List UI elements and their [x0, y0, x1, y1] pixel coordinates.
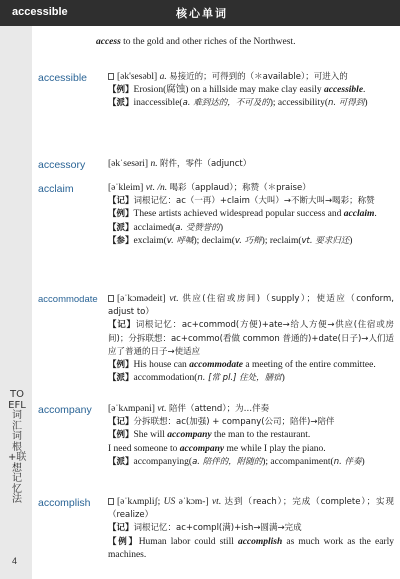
- definition-line: [108, 403, 394, 416]
- page-header: [0, 0, 400, 26]
- derivative-line: [108, 222, 394, 235]
- checkbox-square-icon: [108, 295, 114, 302]
- derivative-end: ): [281, 373, 285, 384]
- definition-line: [108, 158, 394, 171]
- definition-line: [108, 71, 394, 84]
- example-end: a meeting of the entire committee.: [243, 360, 376, 371]
- reference-text: ); reclaim(: [261, 235, 302, 246]
- example-tag: 【例】: [108, 430, 134, 441]
- phonetic: [əkˈsesəri]: [108, 159, 151, 169]
- continued-example: [34, 36, 396, 49]
- example-tag: 【例】: [108, 209, 134, 220]
- example-keyword: accommodate: [189, 360, 244, 371]
- entry-accessory: [34, 158, 396, 171]
- example-end: .: [363, 85, 366, 96]
- memory-text: 词根记忆：ac+compl(满)+ish→圆满→完成: [133, 523, 302, 534]
- reference-text: exclaim(: [133, 235, 167, 246]
- memory-text: 词根记忆：ac+commod(方便)+ate→给人方便→供应(住宿或房间)；分拆联想：ac+commo(看做 common 普通的)+date(日子)→人们适应了普通的日子→使适应: [108, 320, 394, 357]
- part-of-speech: vt.: [211, 497, 225, 507]
- phonetic: [ək'sesəbl]: [117, 72, 160, 82]
- memory-tag: 【记】: [108, 196, 134, 207]
- derivative-gloss: n. [常 pl.] 住处，膳宿: [197, 373, 282, 384]
- definition-zh: 陪伴（attend）；为…伴奏: [168, 404, 270, 414]
- memory-text: 词根记忆：ac（一再）+claim（大叫）→不断大叫→喝彩；称赞: [133, 196, 375, 207]
- derivative-line: [108, 456, 394, 469]
- book-title-vertical: TOEFL词汇词根+联想记忆法: [8, 389, 27, 505]
- memory-tag: 【记】: [108, 320, 136, 331]
- entry-body: [108, 293, 394, 385]
- example-tag: 【例】: [108, 536, 139, 547]
- example-end: me while I play the piano.: [224, 443, 326, 454]
- definition-zh: 易接近的；可得到的（＊available）；可进入的: [169, 72, 348, 82]
- derivative-text: accompanying(: [133, 456, 193, 467]
- phonetic: [əˈkɔmədeit]: [117, 294, 170, 304]
- derivative-tag: 【派】: [108, 222, 134, 233]
- example-tag: 【例】: [108, 85, 134, 96]
- reference-tag: 【参】: [108, 235, 134, 246]
- example-end: the man to the restaurant.: [211, 430, 311, 441]
- memory-line: [108, 319, 394, 359]
- entry-accessible: [34, 71, 396, 111]
- example-text: I need someone to: [108, 443, 180, 454]
- definition-line: [108, 496, 394, 522]
- part-of-speech: a.: [159, 72, 170, 82]
- example-keyword: accessible: [324, 85, 364, 96]
- headword: accessible: [38, 72, 88, 84]
- continued-headword: access: [96, 37, 121, 47]
- derivative-tag: 【派】: [108, 456, 134, 467]
- example-end: as much work as the early machines.: [108, 536, 394, 560]
- derivative-text: inaccessible(: [133, 98, 183, 109]
- memory-tag: 【记】: [108, 417, 134, 428]
- derivative-text: accommodation(: [133, 373, 198, 384]
- entry-body: [108, 71, 394, 111]
- memory-text: 分拆联想：ac(加强) + company(公司；陪伴)→陪伴: [133, 417, 335, 428]
- running-head-word: accessible: [12, 6, 68, 18]
- memory-line: [108, 416, 394, 429]
- reference-line: [108, 235, 394, 248]
- derivative-gloss: a. 受赞誉的: [175, 222, 220, 233]
- part-of-speech: vt. /n.: [145, 183, 170, 193]
- example-keyword: accomplish: [237, 536, 283, 547]
- example-keyword: accompany: [167, 430, 212, 441]
- reference-gloss: v. 巧辩: [234, 235, 262, 246]
- derivative-end: ): [364, 98, 368, 109]
- example-text: Erosion(腐蚀) on a hillside may make clay easily: [133, 85, 324, 96]
- example-tag: 【例】: [108, 360, 134, 371]
- definition-line: [108, 293, 394, 319]
- headword: accompany: [38, 404, 92, 416]
- reference-gloss: vt. 要求归还: [301, 235, 350, 246]
- dictionary-content: [34, 30, 396, 560]
- example-keyword: acclaim: [343, 209, 375, 220]
- derivative-gloss: n. 伴奏: [333, 456, 362, 467]
- reference-text: ); declaim(: [193, 235, 235, 246]
- entry-acclaim: [34, 182, 396, 248]
- example-keyword: accompany: [179, 443, 225, 454]
- entry-body: [108, 496, 394, 562]
- running-head-title: 核心单词: [176, 7, 228, 20]
- example-line: [108, 429, 394, 442]
- reference-gloss: v. 呼喊: [166, 235, 194, 246]
- example-line: [108, 443, 394, 456]
- reference-end: ): [349, 235, 353, 246]
- example-end: .: [374, 209, 377, 220]
- page-number: 4: [12, 556, 18, 566]
- phonetic-us: əˈkɔm-]: [175, 497, 212, 507]
- derivative-end: ): [361, 456, 365, 467]
- derivative-end: ): [219, 222, 223, 233]
- checkbox-square-icon: [108, 73, 114, 80]
- example-text: Human labor could still: [138, 536, 238, 547]
- part-of-speech: vt.: [157, 404, 169, 414]
- memory-tag: 【记】: [108, 523, 134, 534]
- example-text: His house can: [133, 360, 190, 371]
- entry-body: [108, 158, 394, 171]
- memory-line: [108, 195, 394, 208]
- checkbox-square-icon: [108, 498, 114, 505]
- derivative-line: [108, 97, 394, 110]
- derivative-tag: 【派】: [108, 98, 134, 109]
- part-of-speech: vt.: [169, 294, 183, 304]
- example-text: She will: [133, 430, 168, 441]
- example-line: [108, 359, 394, 372]
- derivative-text: ); accessibility(: [269, 98, 329, 109]
- definition-zh: 附件，零件（adjunct）: [159, 159, 252, 169]
- entry-body: [108, 403, 394, 469]
- headword: acclaim: [38, 183, 74, 195]
- definition-line: [108, 182, 394, 195]
- example-line: [108, 84, 394, 97]
- headword: accomplish: [38, 497, 91, 509]
- part-of-speech: n.: [150, 159, 160, 169]
- derivative-gloss: n. 可得到: [328, 98, 365, 109]
- continued-text: to the gold and other riches of the Northwest.: [120, 37, 296, 47]
- definition-zh: 达到（reach）；完成（complete）；实现（realize）: [108, 497, 395, 521]
- headword: accommodate: [38, 294, 98, 305]
- phonetic: [əˈkleim]: [108, 183, 146, 193]
- derivative-text: ); accompaniment(: [262, 456, 334, 467]
- entry-accomplish: [34, 496, 396, 562]
- memory-line: [108, 522, 394, 535]
- phonetic: [əˈkʌmpəni]: [108, 404, 158, 414]
- example-line: [108, 536, 394, 562]
- derivative-line: [108, 372, 394, 385]
- example-text: These artists achieved widespread popular success and: [133, 209, 344, 220]
- headword: accessory: [38, 159, 86, 171]
- phonetic: [əˈkʌmpliʃ;: [117, 497, 164, 507]
- definition-zh: 喝彩（applaud）；称赞（＊praise）: [169, 183, 311, 193]
- entry-accommodate: [34, 293, 396, 385]
- derivative-tag: 【派】: [108, 373, 134, 384]
- derivative-text: acclaimed(: [133, 222, 176, 233]
- us-label: US: [163, 497, 176, 507]
- entry-accompany: [34, 403, 396, 469]
- derivative-gloss: a. 难到达的，不可及的: [182, 98, 270, 109]
- definition-zh: 供应(住宿或房间)（supply）；使适应（conform, adjust to）: [108, 294, 394, 318]
- entry-body: [108, 182, 394, 248]
- derivative-gloss: a. 陪伴的，附随的: [192, 456, 263, 467]
- example-line: [108, 208, 394, 221]
